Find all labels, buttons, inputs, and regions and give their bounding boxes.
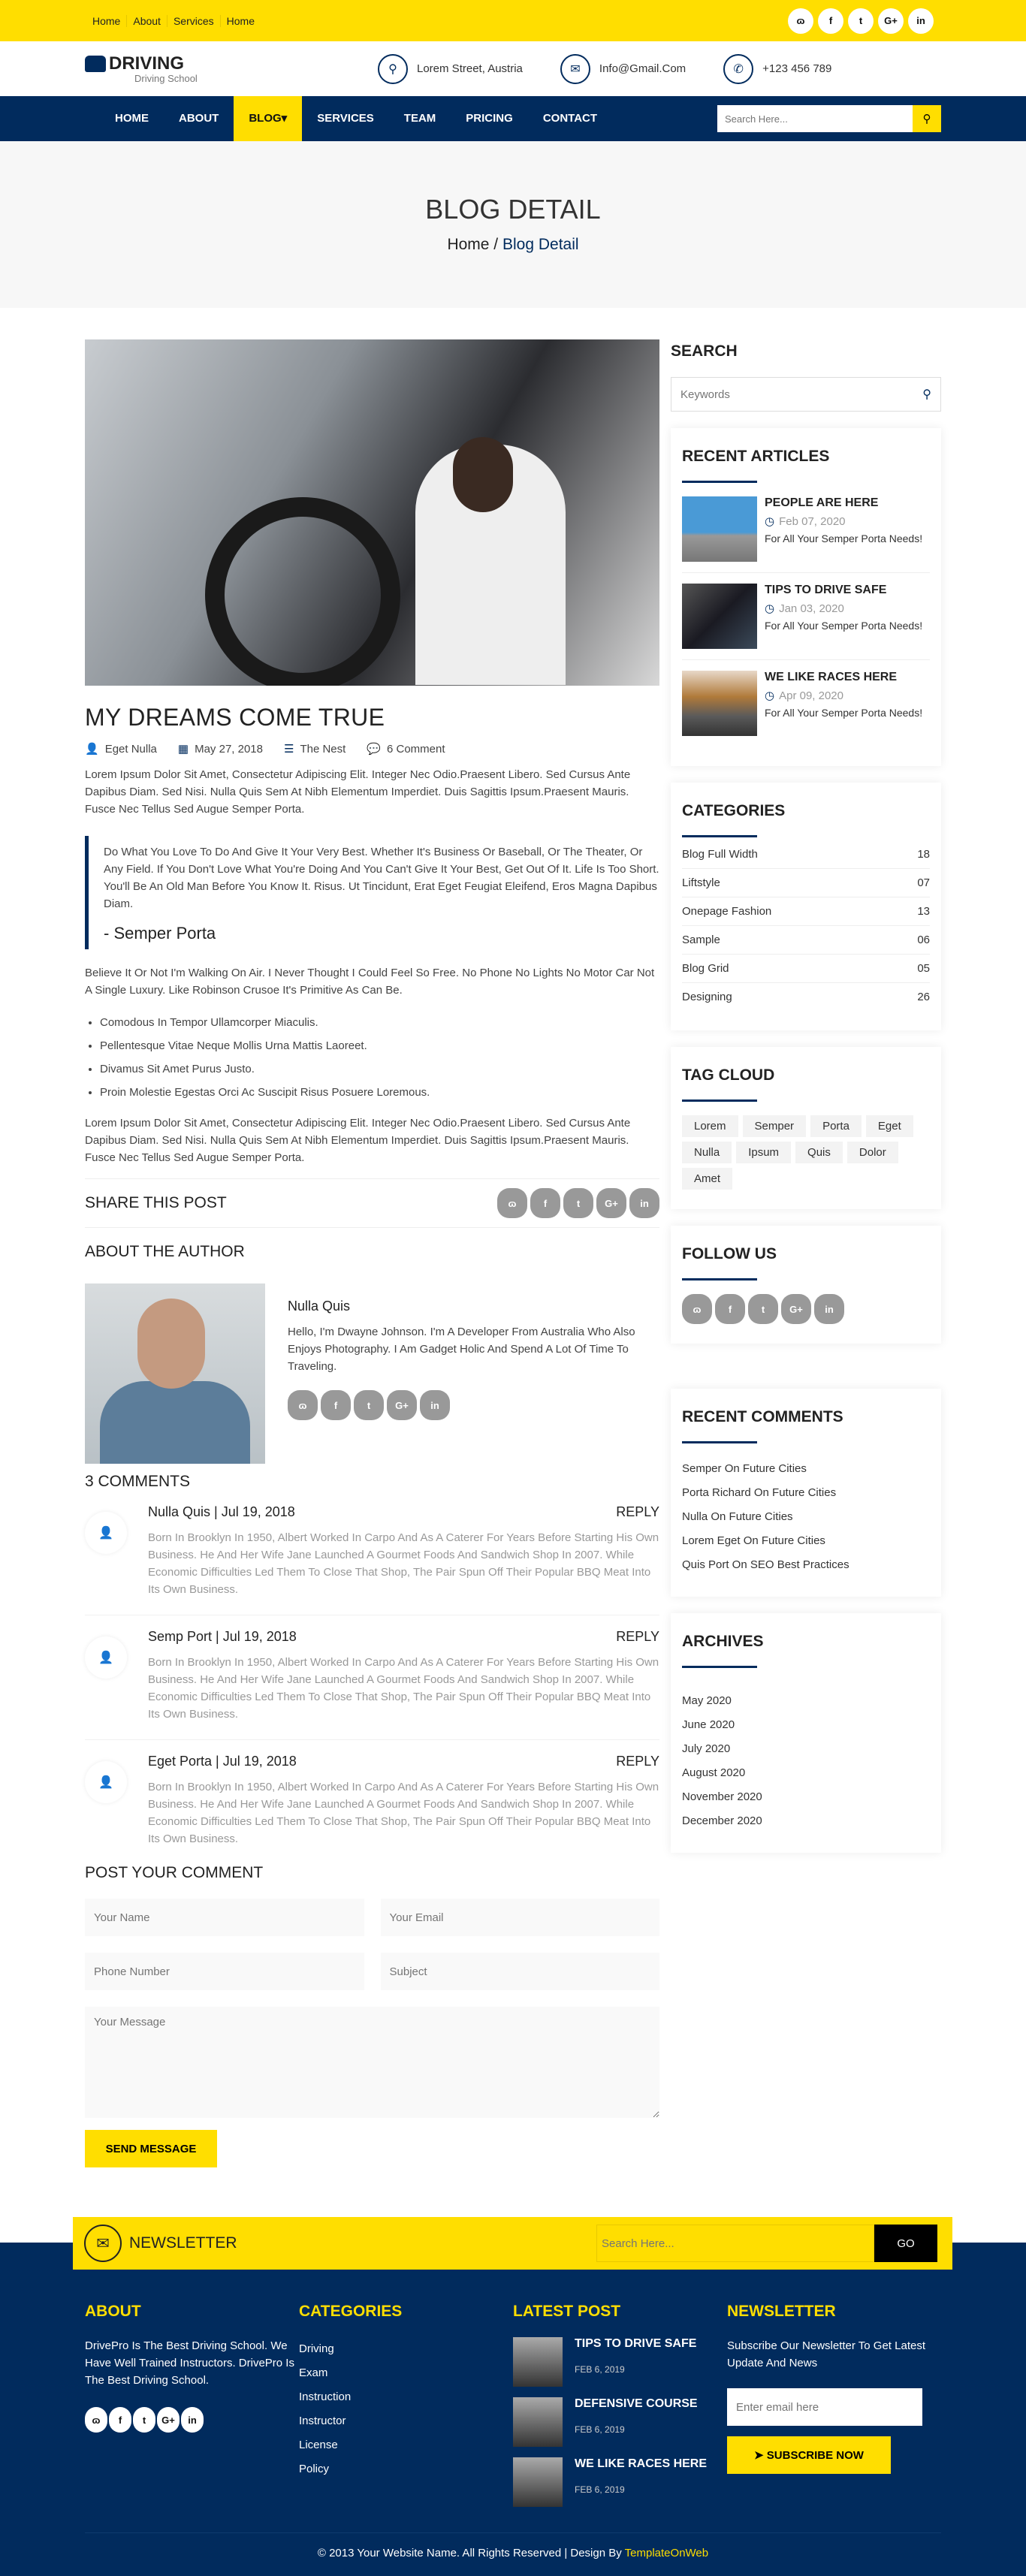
post-quote: [85, 836, 659, 949]
article-date: Jan 03, 2020: [779, 602, 844, 615]
archive-link[interactable]: August 2020: [682, 1766, 746, 1779]
rss-icon[interactable]: ɷ: [497, 1188, 527, 1218]
message-field[interactable]: [85, 2007, 659, 2118]
latest-post[interactable]: WE LIKE RACES HERE FEB 6, 2019: [513, 2457, 727, 2507]
user-avatar-icon: 👤: [85, 1512, 127, 1554]
paper-plane-icon: ➤: [754, 2449, 767, 2462]
bullet-item: • Divamus Sit Amet Purus Justo.: [100, 1057, 659, 1081]
categories-widget: [671, 783, 941, 1030]
linkedin-icon[interactable]: in: [629, 1188, 659, 1218]
form-heading: POST YOUR COMMENT: [85, 1864, 264, 1881]
post-date: May 27, 2018: [195, 743, 263, 756]
post-category[interactable]: The Nest: [300, 743, 346, 756]
car-icon: [85, 56, 106, 72]
comment-item: [85, 1740, 659, 1864]
post-bullets: [100, 1011, 659, 1104]
twitter-icon[interactable]: t: [748, 1294, 778, 1324]
post-paragraph: Lorem Ipsum Dolor Sit Amet, Consectetur Adipiscing Elit. Integer Nec Odio.Praesent Libero. Sed Cursus Ante Dapibus Diam. Sed Nisi. Nulla Quis Sem At Nibh Elementum Imperdiet. Duis Sagittis Ipsum.Praesent Mauris. Fusce Nec Tellus Sed Augue Semper Porta.: [85, 1117, 631, 1164]
calendar-icon: ▦: [177, 743, 189, 756]
footer-latest-posts: [513, 2303, 727, 2517]
bullet-item: • Pellentesque Vitae Neque Mollis Urna Mattis Laoreet.: [100, 1034, 659, 1057]
category-item[interactable]: Designing 26: [682, 991, 930, 1003]
widget-title: RECENT COMMENTS: [682, 1408, 843, 1425]
header: [0, 41, 1026, 96]
google-plus-icon[interactable]: G+: [596, 1188, 626, 1218]
post-thumbnail: [513, 2457, 563, 2507]
article-title[interactable]: TIPS TO DRIVE SAFE: [765, 584, 887, 596]
archive-link[interactable]: June 2020: [682, 1718, 735, 1731]
footer-about: [85, 2303, 299, 2517]
logo[interactable]: [85, 53, 378, 84]
top-link-home[interactable]: Home: [85, 15, 127, 27]
article-excerpt: For All Your Semper Porta Needs!: [765, 707, 923, 719]
post-meta: [85, 742, 659, 756]
recent-article[interactable]: [682, 584, 930, 660]
logo-text: DRIVING: [109, 53, 185, 74]
share-section: [85, 1178, 659, 1228]
archive-link[interactable]: May 2020: [682, 1694, 732, 1707]
user-icon: 👤: [85, 743, 99, 756]
twitter-icon[interactable]: t: [563, 1188, 593, 1218]
breadcrumb: [0, 236, 1026, 254]
nav-home[interactable]: HOME: [115, 112, 149, 125]
comment-item: [85, 1491, 659, 1615]
article-excerpt: For All Your Semper Porta Needs!: [765, 532, 923, 544]
article-thumbnail: [682, 671, 757, 736]
archives-widget: [671, 1613, 941, 1853]
subscribe-button[interactable]: ➤ SUBSCRIBE NOW: [727, 2436, 891, 2474]
tag[interactable]: Eget: [866, 1115, 913, 1137]
comment-text: Born In Brooklyn In 1950, Albert Worked In Carpo And As A Caterer For Years Before Starting His Own Business. He And Her Wife Jane Launched A Gourmet Foods And Sandwich Shop In 2007. While Economic Difficulties Led Them To Close That Shop, The Pair Spun Off Their Popular BBQ Meat Into Its Own Business.: [148, 1531, 659, 1596]
post-image: [85, 339, 659, 686]
author-box: [85, 1283, 659, 1464]
main-nav: [0, 96, 1026, 141]
comments-heading: 3 COMMENTS: [85, 1473, 191, 1490]
comment-item: [85, 1615, 659, 1740]
envelope-icon: ✉: [560, 54, 590, 84]
clock-icon: ◷: [765, 515, 775, 528]
recent-comment-link[interactable]: Porta Richard On Future Cities: [682, 1486, 837, 1499]
email-field[interactable]: [381, 1899, 660, 1936]
nav-about[interactable]: ABOUT: [179, 112, 219, 125]
tag[interactable]: Ipsum: [736, 1142, 791, 1163]
footer-link[interactable]: License: [299, 2439, 338, 2451]
copyright: [85, 2532, 941, 2568]
contact-email: [560, 54, 686, 84]
go-button[interactable]: GO: [874, 2225, 937, 2262]
nav-search: [717, 105, 941, 132]
phone-icon: ✆: [723, 54, 753, 84]
linkedin-icon[interactable]: in: [420, 1390, 450, 1420]
post-paragraph: Lorem Ipsum Dolor Sit Amet, Consectetur Adipiscing Elit. Integer Nec Odio.Praesent Libero. Sed Cursus Ante Dapibus Diam. Sed Nisi. Nulla Quis Sem At Nibh Elementum Imperdiet. Duis Sagittis Ipsum.Praesent Mauris. Fusce Nec Tellus Sed Augue Semper Porta.: [85, 768, 631, 816]
facebook-icon[interactable]: f: [109, 2407, 131, 2433]
rss-icon[interactable]: ɷ: [85, 2407, 107, 2433]
rss-icon[interactable]: ɷ: [682, 1294, 712, 1324]
sidebar: [671, 339, 941, 2167]
clock-icon: ◷: [765, 689, 775, 702]
post-paragraph: Believe It Or Not I'm Walking On Air. I Never Thought I Could Feel So Free. No Phone No Lights No Motor Car Not A Single Luxury. Like Robinson Crusoe It's Primitive As Can Be.: [85, 967, 655, 997]
quote-text: Do What You Love To Do And Give It Your Very Best. Whether It's Business Or Baseball, Or The Theater, Or Any Field. If You Don't Love What You're Doing And You Can't Give It Your Best, Get Out Of It. Life Is Too Short. You'll Be An Old Man Before You Know It. Risus. Ut Tincidunt, Erat Eget Feugiat Eleifend, Eros Magna Dapibus Diam.: [104, 846, 659, 910]
bullet-item: • Comodous In Tempor Ullamcorper Miaculis.: [100, 1011, 659, 1034]
breadcrumb-sep: /: [489, 236, 502, 253]
bullet-item: • Proin Molestie Egestas Orci Ac Suscipit Risus Posuere Loremous.: [100, 1081, 659, 1104]
linkedin-icon[interactable]: in: [908, 8, 934, 34]
comment-form: [85, 1899, 659, 2118]
google-plus-icon[interactable]: G+: [387, 1390, 417, 1420]
widget-title: FOLLOW US: [682, 1245, 777, 1262]
address-text: Lorem Street, Austria: [417, 62, 523, 75]
category-item[interactable]: Sample 06: [682, 926, 930, 955]
top-links: [85, 15, 261, 27]
rss-icon[interactable]: ɷ: [288, 1390, 318, 1420]
tag[interactable]: Quis: [795, 1142, 843, 1163]
subject-field[interactable]: [381, 1953, 660, 1990]
top-bar: [0, 0, 1026, 41]
comment-text: Born In Brooklyn In 1950, Albert Worked In Carpo And As A Caterer For Years Before Starting His Own Business. He And Her Wife Jane Launched A Gourmet Foods And Sandwich Shop In 2007. While Economic Difficulties Led Them To Close That Shop, The Pair Spun Off Their Popular BBQ Meat Into Its Own Business.: [148, 1781, 659, 1845]
facebook-icon[interactable]: f: [715, 1294, 745, 1324]
phone-field[interactable]: [85, 1953, 364, 1990]
recent-articles-widget: [671, 428, 941, 766]
article-date: Feb 07, 2020: [779, 515, 846, 528]
tag[interactable]: Nulla: [682, 1142, 732, 1163]
nav-blog[interactable]: [234, 96, 302, 141]
breadcrumb-home[interactable]: Home: [447, 236, 490, 253]
post-title: MY DREAMS COME TRUE: [85, 704, 385, 731]
recent-comment-link[interactable]: Semper On Future Cities: [682, 1462, 807, 1475]
user-avatar-icon: 👤: [85, 1761, 127, 1803]
archive-link[interactable]: December 2020: [682, 1814, 762, 1827]
newsletter-label: NEWSLETTER: [129, 2234, 237, 2252]
category-item[interactable]: Liftstyle 07: [682, 869, 930, 897]
top-link-home-2[interactable]: Home: [226, 14, 255, 27]
comments-icon: 💬: [367, 743, 381, 756]
footer-link[interactable]: Driving: [299, 2342, 334, 2355]
footer: [0, 2234, 1026, 2576]
author-name: Nulla Quis: [288, 1299, 351, 1314]
email-text[interactable]: Info@Gmail.Com: [599, 62, 687, 75]
facebook-icon[interactable]: f: [530, 1188, 560, 1218]
nav-services[interactable]: SERVICES: [317, 112, 374, 125]
tag[interactable]: Porta: [810, 1115, 862, 1137]
page-banner: [0, 141, 1026, 308]
latest-post[interactable]: TIPS TO DRIVE SAFE FEB 6, 2019: [513, 2337, 727, 2387]
recent-article[interactable]: [682, 496, 930, 573]
nav-team[interactable]: TEAM: [403, 112, 436, 125]
linkedin-icon[interactable]: in: [181, 2407, 204, 2433]
widget-title: ARCHIVES: [682, 1633, 764, 1650]
article-title[interactable]: PEOPLE ARE HERE: [765, 496, 879, 509]
latest-post[interactable]: DEFENSIVE COURSE FEB 6, 2019: [513, 2397, 727, 2447]
share-title: SHARE THIS POST: [85, 1194, 227, 1211]
footer-link[interactable]: Policy: [299, 2463, 330, 2475]
author-heading: ABOUT THE AUTHOR: [85, 1243, 245, 1260]
footer-about-text: DrivePro Is The Best Driving School. We Have Well Trained Instructors. DrivePro Is The Best Driving School.: [85, 2339, 294, 2387]
twitter-icon[interactable]: t: [354, 1390, 384, 1420]
nav-contact[interactable]: CONTACT: [542, 112, 598, 125]
tag-cloud-widget: [671, 1047, 941, 1209]
keyword-input[interactable]: [680, 388, 922, 401]
contact-phone: [723, 54, 831, 84]
clock-icon: ◷: [765, 602, 775, 615]
search-icon[interactable]: ⚲: [922, 388, 931, 401]
recent-comment-link[interactable]: Nulla On Future Cities: [682, 1510, 793, 1523]
linkedin-icon[interactable]: in: [814, 1294, 844, 1324]
category-item[interactable]: Onepage Fashion 13: [682, 897, 930, 926]
article-thumbnail: [682, 584, 757, 649]
recent-article[interactable]: [682, 671, 930, 747]
sidebar-search: [671, 377, 941, 412]
comment-author: Eget Porta | Jul 19, 2018: [148, 1754, 297, 1769]
comment-author: Nulla Quis | Jul 19, 2018: [148, 1504, 295, 1519]
author-photo: [85, 1283, 265, 1464]
tag[interactable]: Lorem: [682, 1115, 738, 1137]
post-author[interactable]: Eget Nulla: [104, 743, 157, 756]
google-plus-icon[interactable]: G+: [781, 1294, 811, 1324]
post-comment-count[interactable]: 6 Comment: [387, 743, 445, 756]
quote-author: - Semper Porta: [104, 924, 216, 943]
copyright-text: © 2013 Your Website Name. All Rights Reserved | Design By: [317, 2547, 625, 2559]
twitter-icon[interactable]: t: [133, 2407, 155, 2433]
reply-button[interactable]: REPLY: [616, 1754, 659, 1769]
user-avatar-icon: 👤: [85, 1636, 127, 1679]
blog-main: [85, 339, 659, 2167]
footer-heading: CATEGORIES: [299, 2303, 403, 2320]
widget-title: CATEGORIES: [682, 802, 786, 819]
nav-blog-label: BLOG: [249, 112, 282, 125]
footer-link[interactable]: Instruction: [299, 2390, 352, 2403]
breadcrumb-current: Blog Detail: [502, 236, 579, 253]
tag[interactable]: Semper: [743, 1115, 807, 1137]
footer-heading: ABOUT: [85, 2303, 141, 2320]
map-pin-icon: ⚲: [378, 54, 408, 84]
comment-list: [85, 1491, 659, 1864]
author-bio: Hello, I'm Dwayne Johnson. I'm A Developer From Australia Who Also Enjoys Photography. I Am Gadget Holic And Spend A Lot Of Time To Traveling.: [288, 1326, 635, 1373]
facebook-icon[interactable]: f: [818, 8, 843, 34]
archive-link[interactable]: November 2020: [682, 1790, 762, 1803]
newsletter-email-input[interactable]: [727, 2388, 922, 2426]
top-social: [788, 8, 934, 34]
nav-search-input[interactable]: [717, 105, 913, 132]
google-plus-icon[interactable]: G+: [878, 8, 904, 34]
recent-comment-link[interactable]: Lorem Eget On Future Cities: [682, 1534, 825, 1547]
post-thumbnail: [513, 2337, 563, 2387]
article-thumbnail: [682, 496, 757, 562]
designer-link[interactable]: TemplateOnWeb: [624, 2547, 709, 2559]
caret-down-icon: ▾: [281, 112, 288, 125]
comment-text: Born In Brooklyn In 1950, Albert Worked In Carpo And As A Caterer For Years Before Starting His Own Business. He And Her Wife Jane Launched A Gourmet Foods And Sandwich Shop In 2007. While Economic Difficulties Led Them To Close That Shop, The Pair Spun Off Their Popular BBQ Meat Into Its Own Business.: [148, 1656, 659, 1721]
article-excerpt: For All Your Semper Porta Needs!: [765, 620, 923, 632]
twitter-icon[interactable]: t: [848, 8, 874, 34]
post-thumbnail: [513, 2397, 563, 2447]
category-item[interactable]: Blog Full Width 18: [682, 840, 930, 869]
widget-title: TAG CLOUD: [682, 1066, 775, 1084]
category-item[interactable]: Blog Grid 05: [682, 955, 930, 983]
list-icon: ☰: [284, 743, 294, 756]
follow-us-widget: [671, 1226, 941, 1344]
archive-link[interactable]: July 2020: [682, 1742, 731, 1755]
footer-newsletter: [727, 2303, 941, 2517]
search-icon[interactable]: ⚲: [913, 105, 941, 132]
phone-text[interactable]: +123 456 789: [762, 62, 832, 75]
send-message-button[interactable]: SEND MESSAGE: [85, 2130, 217, 2167]
article-date: Apr 09, 2020: [779, 689, 843, 702]
nav-pricing[interactable]: PRICING: [466, 112, 513, 125]
article-title[interactable]: WE LIKE RACES HERE: [765, 671, 898, 683]
recent-comment-link[interactable]: Quis Port On SEO Best Practices: [682, 1558, 849, 1571]
contact-address: [378, 54, 523, 84]
comment-author: Semp Port | Jul 19, 2018: [148, 1629, 297, 1644]
tag[interactable]: Dolor: [847, 1142, 898, 1163]
top-link-about[interactable]: About: [127, 15, 167, 27]
footer-link[interactable]: Exam: [299, 2366, 328, 2379]
envelope-icon: ✉: [84, 2225, 122, 2262]
search-title: SEARCH: [671, 342, 738, 360]
reply-button[interactable]: REPLY: [616, 1629, 659, 1644]
page-title: BLOG DETAIL: [425, 194, 601, 225]
rss-icon[interactable]: ɷ: [788, 8, 813, 34]
google-plus-icon[interactable]: G+: [157, 2407, 180, 2433]
footer-heading: NEWSLETTER: [727, 2303, 836, 2320]
top-link-services[interactable]: Services: [167, 15, 221, 27]
widget-title: RECENT ARTICLES: [682, 448, 830, 465]
footer-heading: LATEST POST: [513, 2303, 621, 2320]
name-field[interactable]: [85, 1899, 364, 1936]
footer-categories: [299, 2303, 513, 2517]
recent-comments-widget: [671, 1389, 941, 1597]
newsletter-text: Subscribe Our Newsletter To Get Latest Update And News: [727, 2339, 926, 2369]
footer-link[interactable]: Instructor: [299, 2415, 346, 2427]
logo-tagline: Driving School: [134, 73, 198, 84]
tag[interactable]: Amet: [682, 1168, 732, 1190]
reply-button[interactable]: REPLY: [616, 1504, 659, 1519]
facebook-icon[interactable]: f: [321, 1390, 351, 1420]
